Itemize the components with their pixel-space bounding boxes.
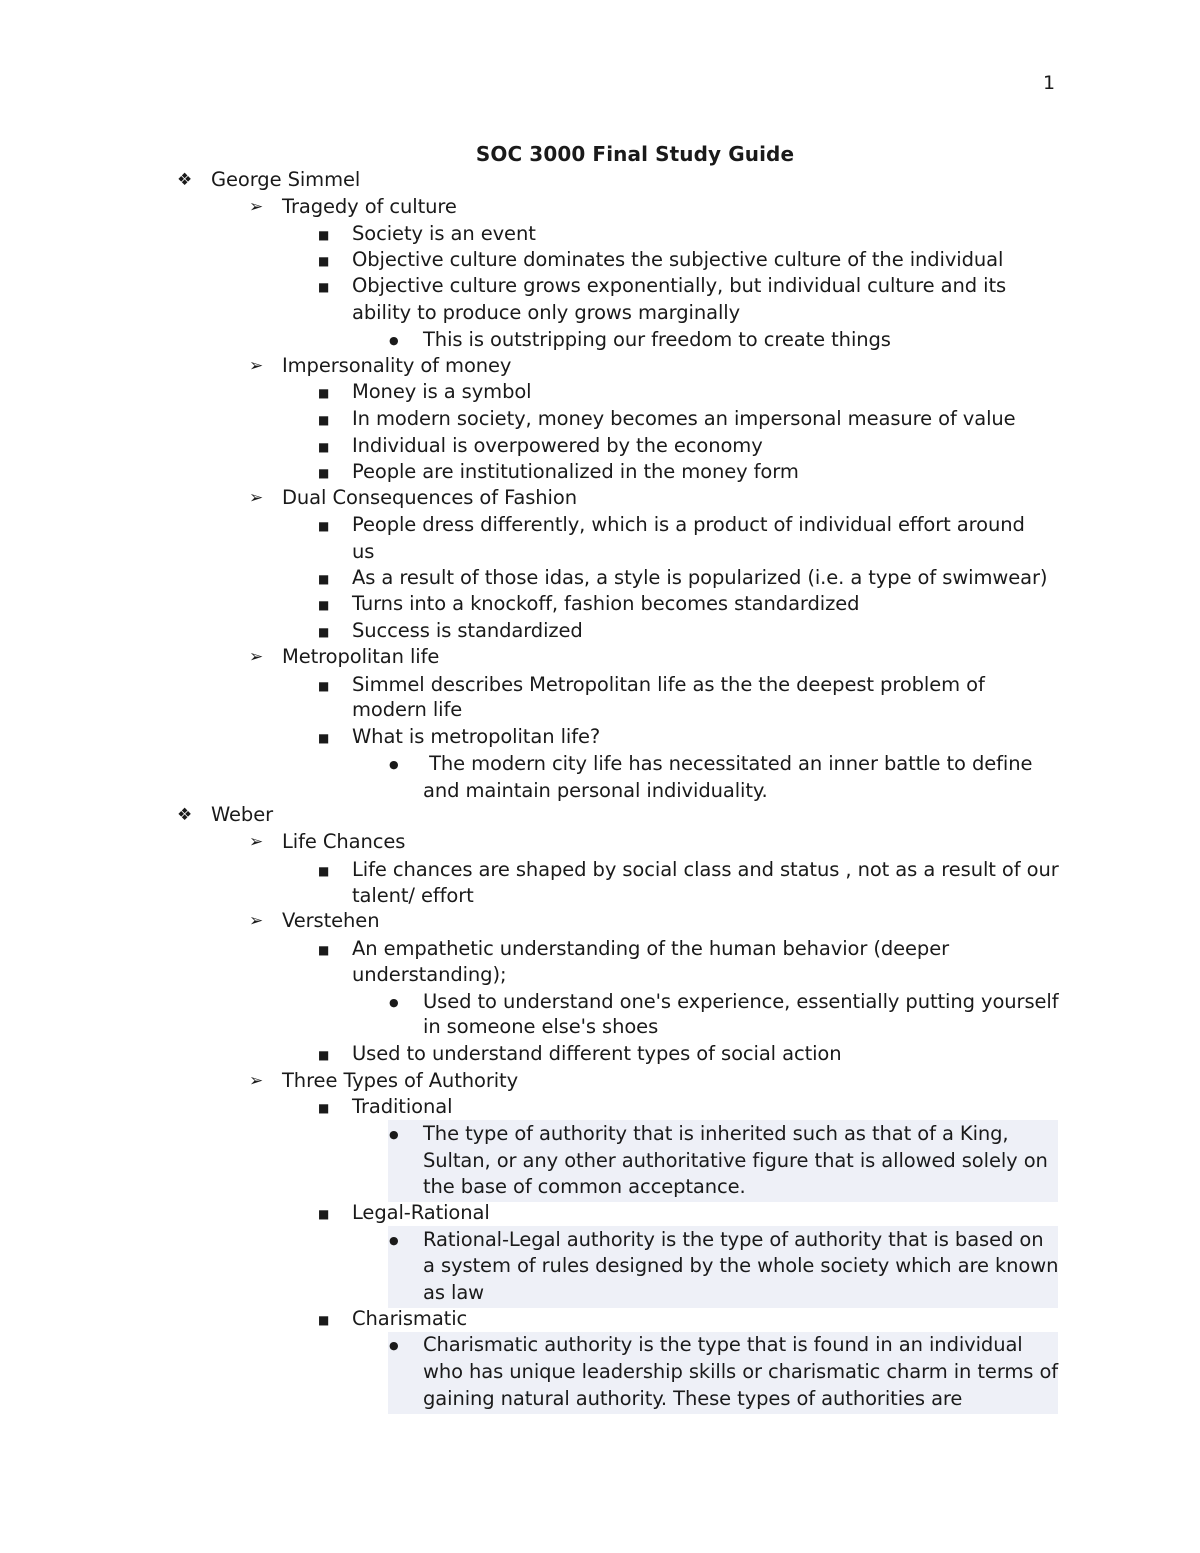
sub-item: Rational-Legal authority is the type of authority that is based on xyxy=(423,1228,1044,1251)
square-bullet-icon: ■ xyxy=(318,386,330,400)
diamond-bullet-icon: ❖ xyxy=(177,170,193,190)
sub-item: This is outstripping our freedom to create things xyxy=(423,328,891,351)
sub-item: The modern city life has necessitated an inner battle to define xyxy=(423,752,1033,775)
section-heading-simmel: George Simmel xyxy=(211,168,361,191)
list-item: Simmel describes Metropolitan life as the the deepest problem of xyxy=(352,673,985,696)
list-item-continued: talent/ effort xyxy=(352,884,474,907)
dot-bullet-icon: ● xyxy=(389,1128,399,1141)
arrow-bullet-icon: ➢ xyxy=(249,832,264,852)
arrow-bullet-icon: ➢ xyxy=(249,911,264,931)
sub-item: Charismatic authority is the type that is found in an individual xyxy=(423,1333,1023,1356)
sub-item-continued: in someone else's shoes xyxy=(423,1015,659,1038)
dot-bullet-icon: ● xyxy=(389,996,399,1009)
subheading-tragedy: Tragedy of culture xyxy=(282,195,457,218)
square-bullet-icon: ■ xyxy=(318,519,330,533)
square-bullet-icon: ■ xyxy=(318,1313,330,1327)
list-item: Turns into a knockoff, fashion becomes standardized xyxy=(352,592,860,615)
dot-bullet-icon: ● xyxy=(389,334,399,347)
list-item: In modern society, money becomes an impersonal measure of value xyxy=(352,407,1016,430)
dot-bullet-icon: ● xyxy=(389,1234,399,1247)
subheading-fashion: Dual Consequences of Fashion xyxy=(282,486,577,509)
list-item: Life chances are shaped by social class and status , not as a result of our xyxy=(352,858,1059,881)
square-bullet-icon: ■ xyxy=(318,228,330,242)
authority-label-charismatic: Charismatic xyxy=(352,1307,468,1330)
page-title: SOC 3000 Final Study Guide xyxy=(475,142,795,166)
list-item-continued: modern life xyxy=(352,698,463,721)
square-bullet-icon: ■ xyxy=(318,572,330,586)
sub-item-continued: the base of common acceptance. xyxy=(423,1175,746,1198)
sub-item: Used to understand one's experience, essentially putting yourself xyxy=(423,990,1059,1013)
list-item: People are institutionalized in the money form xyxy=(352,460,799,483)
list-item: What is metropolitan life? xyxy=(352,725,601,748)
square-bullet-icon: ■ xyxy=(318,598,330,612)
diamond-bullet-icon: ❖ xyxy=(177,805,193,825)
square-bullet-icon: ■ xyxy=(318,413,330,427)
authority-label-legal-rational: Legal-Rational xyxy=(352,1201,490,1224)
list-item: As a result of those idas, a style is popularized (i.e. a type of swimwear) xyxy=(352,566,1048,589)
square-bullet-icon: ■ xyxy=(318,679,330,693)
subheading-metropolitan: Metropolitan life xyxy=(282,645,440,668)
list-item-continued: us xyxy=(352,540,375,563)
arrow-bullet-icon: ➢ xyxy=(249,1071,264,1091)
list-item: Used to understand different types of social action xyxy=(352,1042,842,1065)
square-bullet-icon: ■ xyxy=(318,466,330,480)
dot-bullet-icon: ● xyxy=(389,758,399,771)
list-item: Objective culture dominates the subjective culture of the individual xyxy=(352,248,1004,271)
sub-item-continued: who has unique leadership skills or charismatic charm in terms of xyxy=(423,1360,1059,1383)
section-heading-weber: Weber xyxy=(211,803,274,826)
list-item: Objective culture grows exponentially, but individual culture and its xyxy=(352,274,1007,297)
list-item: Society is an event xyxy=(352,222,536,245)
list-item: Individual is overpowered by the economy xyxy=(352,434,763,457)
list-item-continued: understanding); xyxy=(352,963,507,986)
arrow-bullet-icon: ➢ xyxy=(249,356,264,376)
arrow-bullet-icon: ➢ xyxy=(249,488,264,508)
sub-item-continued: gaining natural authority. These types of authorities are xyxy=(423,1387,963,1410)
dot-bullet-icon: ● xyxy=(389,1339,399,1352)
sub-item-continued: a system of rules designed by the whole society which are known xyxy=(423,1254,1059,1277)
square-bullet-icon: ■ xyxy=(318,280,330,294)
subheading-verstehen: Verstehen xyxy=(282,909,380,932)
square-bullet-icon: ■ xyxy=(318,440,330,454)
list-item: Success is standardized xyxy=(352,619,583,642)
subheading-authority: Three Types of Authority xyxy=(282,1069,519,1092)
list-item: An empathetic understanding of the human behavior (deeper xyxy=(352,937,950,960)
sub-item-continued: as law xyxy=(423,1281,485,1304)
list-item: People dress differently, which is a product of individual effort around xyxy=(352,513,1025,536)
square-bullet-icon: ■ xyxy=(318,1101,330,1115)
sub-item-continued: Sultan, or any other authoritative figure that is allowed solely on xyxy=(423,1149,1048,1172)
sub-item: The type of authority that is inherited such as that of a King, xyxy=(423,1122,1009,1145)
subheading-life-chances: Life Chances xyxy=(282,830,406,853)
square-bullet-icon: ■ xyxy=(318,254,330,268)
square-bullet-icon: ■ xyxy=(318,625,330,639)
page-number: 1 xyxy=(1043,72,1056,94)
list-item: Money is a symbol xyxy=(352,380,532,403)
list-item-continued: ability to produce only grows marginally xyxy=(352,301,741,324)
square-bullet-icon: ■ xyxy=(318,1048,330,1062)
square-bullet-icon: ■ xyxy=(318,1207,330,1221)
arrow-bullet-icon: ➢ xyxy=(249,197,264,217)
subheading-money: Impersonality of money xyxy=(282,354,512,377)
sub-item-continued: and maintain personal individuality. xyxy=(423,779,768,802)
authority-label-traditional: Traditional xyxy=(352,1095,453,1118)
arrow-bullet-icon: ➢ xyxy=(249,647,264,667)
square-bullet-icon: ■ xyxy=(318,864,330,878)
square-bullet-icon: ■ xyxy=(318,731,330,745)
square-bullet-icon: ■ xyxy=(318,943,330,957)
